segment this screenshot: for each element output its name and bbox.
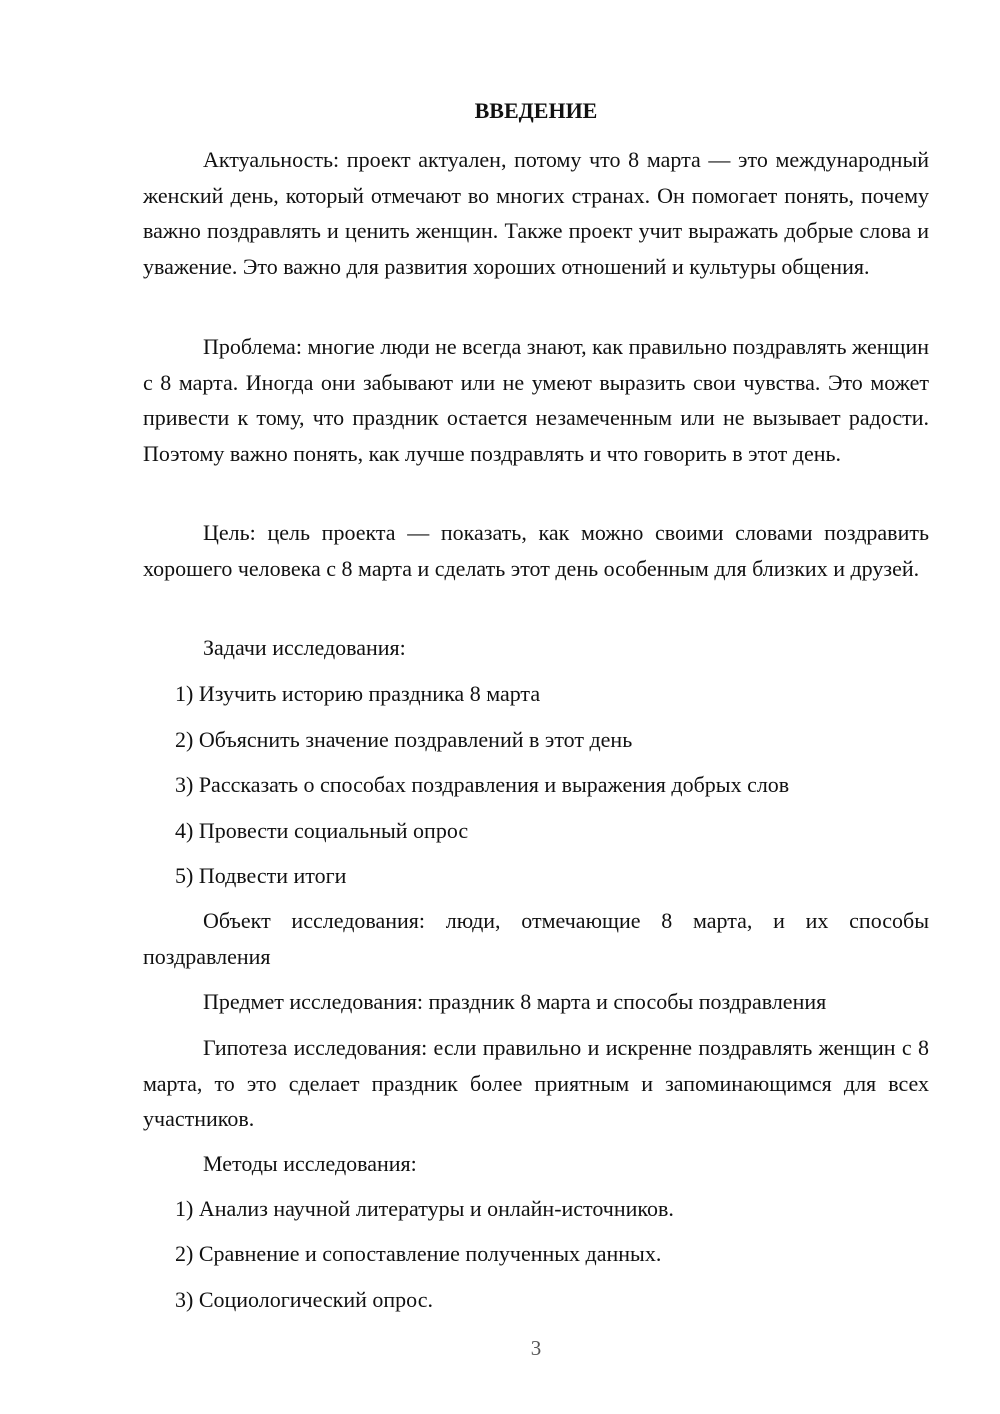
task-item-4: 4) Провести социальный опрос xyxy=(175,818,469,843)
method-item-2: 2) Сравнение и сопоставление полученных данных. xyxy=(175,1241,662,1266)
task-item-2: 2) Объяснить значение поздравлений в этот день xyxy=(175,727,633,752)
relevance-paragraph: Актуальность: проект актуален, потому что 8 марта — это международный женский день, который отмечают во многих странах. Он помогает понять, почему важно поздравлять и ценить женщин. Также проект учит выражать добрые слова и уважение. Это важно для развития хороших отношений и культуры общения. xyxy=(143,147,929,279)
problem-paragraph: Проблема: многие люди не всегда знают, как правильно поздравлять женщин с 8 марта. Иногда они забывают или не умеют выразить свои чувства. Это может привести к тому, что праздник остается незамеченным или не вызывает радости. Поэтому важно понять, как лучше поздравлять и что говорить в этот день. xyxy=(143,334,929,466)
page-number: 3 xyxy=(530,1336,542,1360)
task-item-3: 3) Рассказать о способах поздравления и выражения добрых слов xyxy=(175,772,790,797)
methods-heading: Методы исследования: xyxy=(203,1151,417,1176)
subject-paragraph: Предмет исследования: праздник 8 марта и способы поздравления xyxy=(203,989,827,1014)
tasks-heading: Задачи исследования: xyxy=(203,635,406,660)
method-item-3: 3) Социологический опрос. xyxy=(175,1287,433,1312)
goal-paragraph: Цель: цель проекта — показать, как можно своими словами поздравить хорошего человека с 8 марта и сделать этот день особенным для близких и друзей. xyxy=(143,520,929,581)
section-title: ВВЕДЕНИЕ xyxy=(474,98,598,123)
task-item-1: 1) Изучить историю праздника 8 марта xyxy=(175,681,541,706)
hypothesis-paragraph: Гипотеза исследования: если правильно и искренне поздравлять женщин с 8 марта, то это сделает праздник более приятным и запоминающимся для всех участников. xyxy=(143,1035,929,1131)
object-paragraph: Объект исследования: люди, отмечающие 8 марта, и их способы поздравления xyxy=(143,908,929,969)
method-item-1: 1) Анализ научной литературы и онлайн-источников. xyxy=(175,1196,674,1221)
task-item-5: 5) Подвести итоги xyxy=(175,863,347,888)
